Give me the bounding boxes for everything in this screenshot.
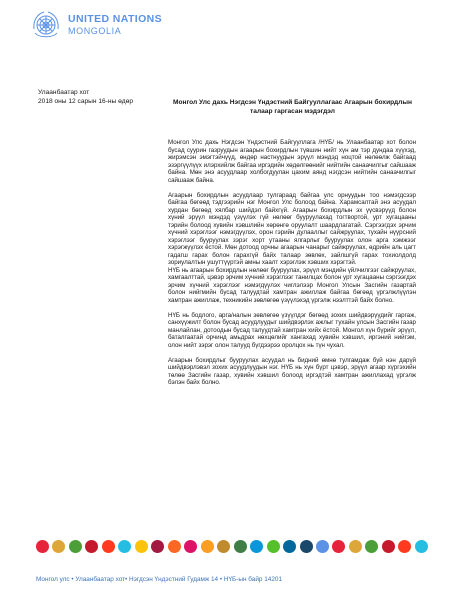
body-paragraph: НҮБ нь агаарын бохирдлын нөлөөг бууруулах, эрүүл мэндийн үйлчилгээг сайжруулах, хамгаалттай, цэвэр эрчим хүчний хэрэглээг танилцах болон урт хугацааны сэргээгдэх эрчим хүчний хэрэглээг нэмэгдүүлэх чиглэлээр Монгол Улсын Засгийн газартай болон нийгмийн бусад талуудтай хамтран ажиллаж байгаа бөгөөд үргэлжлүүлэн хамтран ажиллаж, техникийн зөвлөгөө үзүүлэхэд үргэлж нээлттэй байх болно. — [168, 266, 416, 304]
sdg-dot — [151, 540, 164, 553]
sdg-dot — [85, 540, 98, 553]
sdg-dot — [316, 540, 329, 553]
date-text: 2018 оны 12 сарын 16-ны өдөр — [38, 98, 133, 105]
sdg-dot — [267, 540, 280, 553]
sdg-dot — [201, 540, 214, 553]
body-paragraph: НҮБ нь бодлого, арга/налын зөвлөгөө үзүүлдэг бөгөөд зохих шийдвэрүүдийг гаргаж, санхүүжилт болон бусад асуудлуудыг шийдвэрлэх ажлыг тухайн улсын Засгийн газар манлайлан, дотоодын бусад талуудтай хамтран хийх ёстой. Монгол хүн бүрийг эрүүл, баталгаатай орчинд амьдрах нөхцөлийг хангахад хувийн хэвшил, иргэний нийгэм, олон нийт зэрэг олон талууд бүгдээрээ оролцох нь түн чухал. — [168, 311, 416, 349]
sdg-dot — [217, 540, 230, 553]
sdg-dot — [69, 540, 82, 553]
document-body — [168, 139, 416, 394]
sdg-dot — [300, 540, 313, 553]
body-paragraph: Агаарын бохирдлыг бууруулах асуудал нь бидний өмнө тулгамдаж буй нэн дарүй шийдвэрлэвэл зохих асуудлуудын нэг. НҮБ нь хүн бүрт цэвэр, эрүүл агаар хүргэхийн төлөө Засгийн газар, хувийн хэвшил болоод иргэдтэй хамтран ажиллахад үргэлж бэлэн байх болно. — [168, 356, 416, 386]
sdg-dot — [52, 540, 65, 553]
sdg-dot — [234, 540, 247, 553]
sdg-dot — [168, 540, 181, 553]
sdg-dot — [184, 540, 197, 553]
sdg-dot — [332, 540, 345, 553]
body-paragraph: Монгол Улс дахь Нэгдсэн Үндэстний Байгууллага /НҮБ/ нь Улаанбаатар хот болон бусад суурин газруудын агаарын бохирдлын түвшин нийт хүн ам тэр дундаа хүүхэд, жирэмсэн эмэгтэйчүүд, өндөр настнуудын эрүүл мэндэд ноцтой нөлөөлж байгаад эзэргүүлүүх илэрхийлж байгаа иргэдийн хөдөлгөөнийг нийтийн санаачилгыг сайшааж байна. Мөн энэ асуудлаар холбогдуулан цахим аянд нэгдсэн нийтийн санаачилгыг сайшааж байна. — [168, 139, 416, 184]
place-date — [38, 88, 133, 106]
sdg-dot — [382, 540, 395, 553]
sdg-dot — [102, 540, 115, 553]
sdg-dot — [398, 540, 411, 553]
sdg-color-dots — [36, 540, 428, 553]
sdg-dot — [283, 540, 296, 553]
city-text: Улаанбаатар хот — [38, 89, 90, 96]
sdg-dot — [349, 540, 362, 553]
sdg-dot — [250, 540, 263, 553]
sdg-dot — [415, 540, 428, 553]
org-name-line2: MONGOLIA — [68, 25, 122, 36]
sdg-dot — [118, 540, 131, 553]
un-emblem-icon — [30, 9, 62, 41]
org-name-line1: UNITED NATIONS — [68, 13, 163, 25]
organization-name — [68, 14, 162, 36]
body-paragraph: Агаарын бохирдлын асуудлаар тулгараад байгаа улс орнуудын тоо нэмэгдсээр байгаа бөгөөд тэдгээрийн нэг Монгол Улс болоод байна. Харамсалтай энэ асуудал хурдан бөгөөд хялбар шийдэл байхгүй. Агаарын бохирдлын эх үүсвэрүүд болон хүний эрүүл мэндэд үзүүлэх гүй нөлөөг бууруулахад тогтвортой, урт хугацааны тэрийн болоод хувийн хэвшлийн хөрөнгө оруулалт шаардлагатай. Сэргээгдэх эрчим хүчний хэрэглээг нэмэгдүүлэх, орон гэрийн дулааллыг сайжруулах, тухайн нүүрсний хэрэглээг бууруулах зэрэг хорт утааны ялгарлыг бууруулах олон арга хэмжээг хэрэгжүүлэх ёстой. Мөн дотоод орчны агаарын чанарыг сайжруулах, өдрийн аль цагт гадагш гарах болон гарахгүй байх талаар зөвлөх, зайлшгүй гарах тохиолдолд зориулалтын ушуттүүртэй амны хаалт хэрэглэж хэвших хэрэгтэй. — [168, 191, 416, 266]
sdg-dot — [135, 540, 148, 553]
sdg-dot — [365, 540, 378, 553]
document-title: Монгол Улс дахь Нэгдсэн Үндэстний Байгууллагаас Агаарын бохирдлын талаар гаргасан мэдэгдэл — [173, 99, 412, 115]
sdg-dot — [36, 540, 49, 553]
footer-address: Монгол улс • Улаанбаатар хот• Нэгдсэн Үндэстний Гудамж 14 • НҮБ-ын байр 14201 — [36, 576, 283, 583]
